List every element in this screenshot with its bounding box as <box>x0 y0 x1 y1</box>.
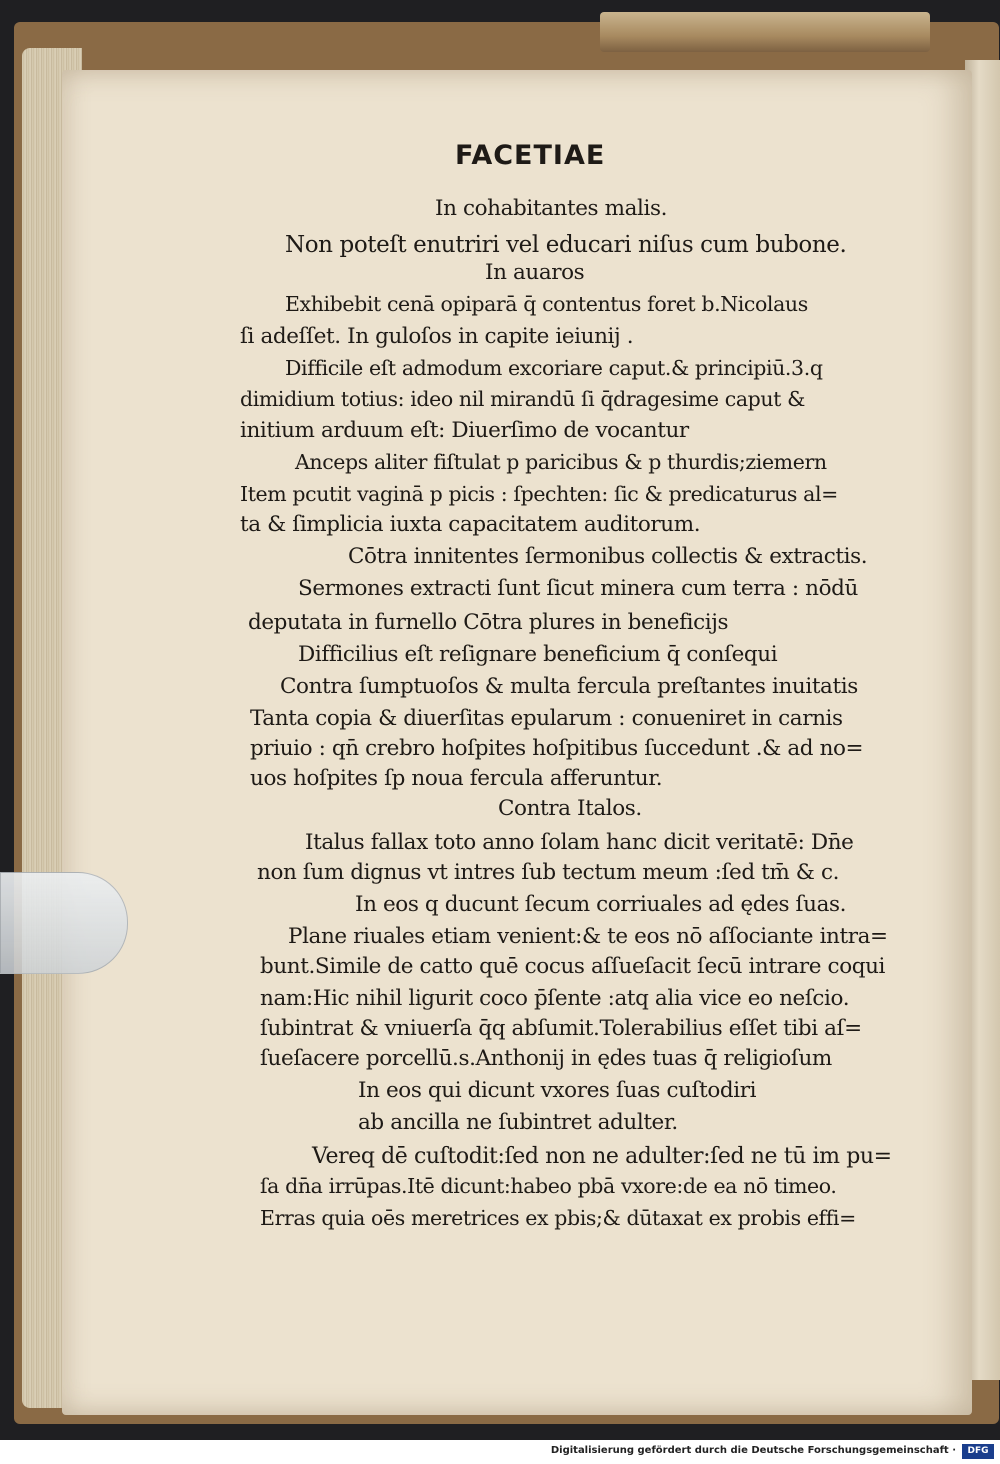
text-line: deputata in furnello Cōtra plures in beneficijs <box>248 610 729 635</box>
text-line: initium arduum eſt: Diuerſimo de vocantur <box>240 418 689 443</box>
text-line: In eos q ducunt ſecum corriuales ad ędes ſuas. <box>355 892 847 917</box>
text-line: Difficilius eſt reſignare beneficium q̄ conſequi <box>298 642 778 667</box>
text-line: Anceps aliter fiſtulat p paricibus & p thurdis;ziemern <box>295 450 827 474</box>
text-line: Non poteſt enutriri vel educari niſus cum bubone. <box>285 232 847 258</box>
text-line: ab ancilla ne ſubintret adulter. <box>358 1110 678 1135</box>
text-line: In auaros <box>485 260 585 285</box>
text-line: Contra ſumptuoſos & multa fercula preſtantes inuitatis <box>280 674 858 699</box>
text-line: In cohabitantes malis. <box>435 196 668 221</box>
text-line: ta & ſimplicia iuxta capacitatem auditorum. <box>240 512 701 537</box>
text-line: Difficile eſt admodum excoriare caput.& principiū.3.q <box>285 356 823 380</box>
text-line: Cōtra innitentes ſermonibus collectis & extractis. <box>348 544 868 569</box>
text-line: dimidium totius: ideo nil mirandū ſi q̄dragesime caput & <box>240 387 805 411</box>
text-line: Sermones extracti ſunt ſicut minera cum terra : nōdū <box>298 576 858 601</box>
dfg-logo: DFG <box>962 1444 994 1459</box>
text-line: ſubintrat & vniuerſa q̄q abſumit.Tolerabilius eſſet tibi aſ= <box>260 1016 862 1041</box>
text-line: ſueſacere porcellū.s.Anthonij in ędes tuas q̄ religioſum <box>260 1046 832 1071</box>
book-headband <box>600 12 930 52</box>
text-line: ſa dn̄a irrūpas.Itē dicunt:habeo pbā vxore:de ea nō timeo. <box>260 1174 837 1198</box>
page-clip <box>0 872 128 974</box>
text-line: Item pcutit vaginā p picis : ſpechten: ſic & predicaturus al= <box>240 482 838 506</box>
text-line: uos hoſpites ſp noua fercula afferuntur. <box>250 766 663 791</box>
text-line: priuio : qn̄ crebro hoſpites hoſpitibus ſuccedunt .& ad no= <box>250 736 864 761</box>
text-line: Vereq dē cuſtodit:ſed non ne adulter:ſed ne tū im pu= <box>312 1144 892 1169</box>
text-line: bunt.Simile de catto quē cocus aſſueſacit ſecū intrare coqui <box>260 954 886 979</box>
page-heading: FACETIAE <box>455 140 606 171</box>
footer-bar <box>0 1440 1000 1464</box>
text-line: non ſum dignus vt intres ſub tectum meum :ſed tm̄ & c. <box>257 860 840 885</box>
funding-credit: Digitalisierung gefördert durch die Deutsche Forschungsgemeinschaft · <box>550 1445 956 1456</box>
text-line: Exhibebit cenā opiparā q̄ contentus foret b.Nicolaus <box>285 292 808 316</box>
text-line: Tanta copia & diuerſitas epularum : conueniret in carnis <box>250 706 843 731</box>
text-line: nam:Hic nihil ligurit coco p̄ſente :atq alia vice eo neſcio. <box>260 986 850 1011</box>
text-line: Contra Italos. <box>498 796 642 821</box>
text-line: Plane riuales etiam venient:& te eos nō aſſociante intra= <box>288 924 888 949</box>
text-line: Erras quia oēs meretrices ex pbis;& dūtaxat ex probis effi= <box>260 1206 856 1230</box>
text-line: ſi adeſſet. In guloſos in capite ieiunij . <box>240 324 634 349</box>
text-line: In eos qui dicunt vxores ſuas cuſtodiri <box>358 1078 757 1103</box>
text-line: Italus fallax toto anno ſolam hanc dicit veritatē: Dn̄e <box>305 830 854 855</box>
